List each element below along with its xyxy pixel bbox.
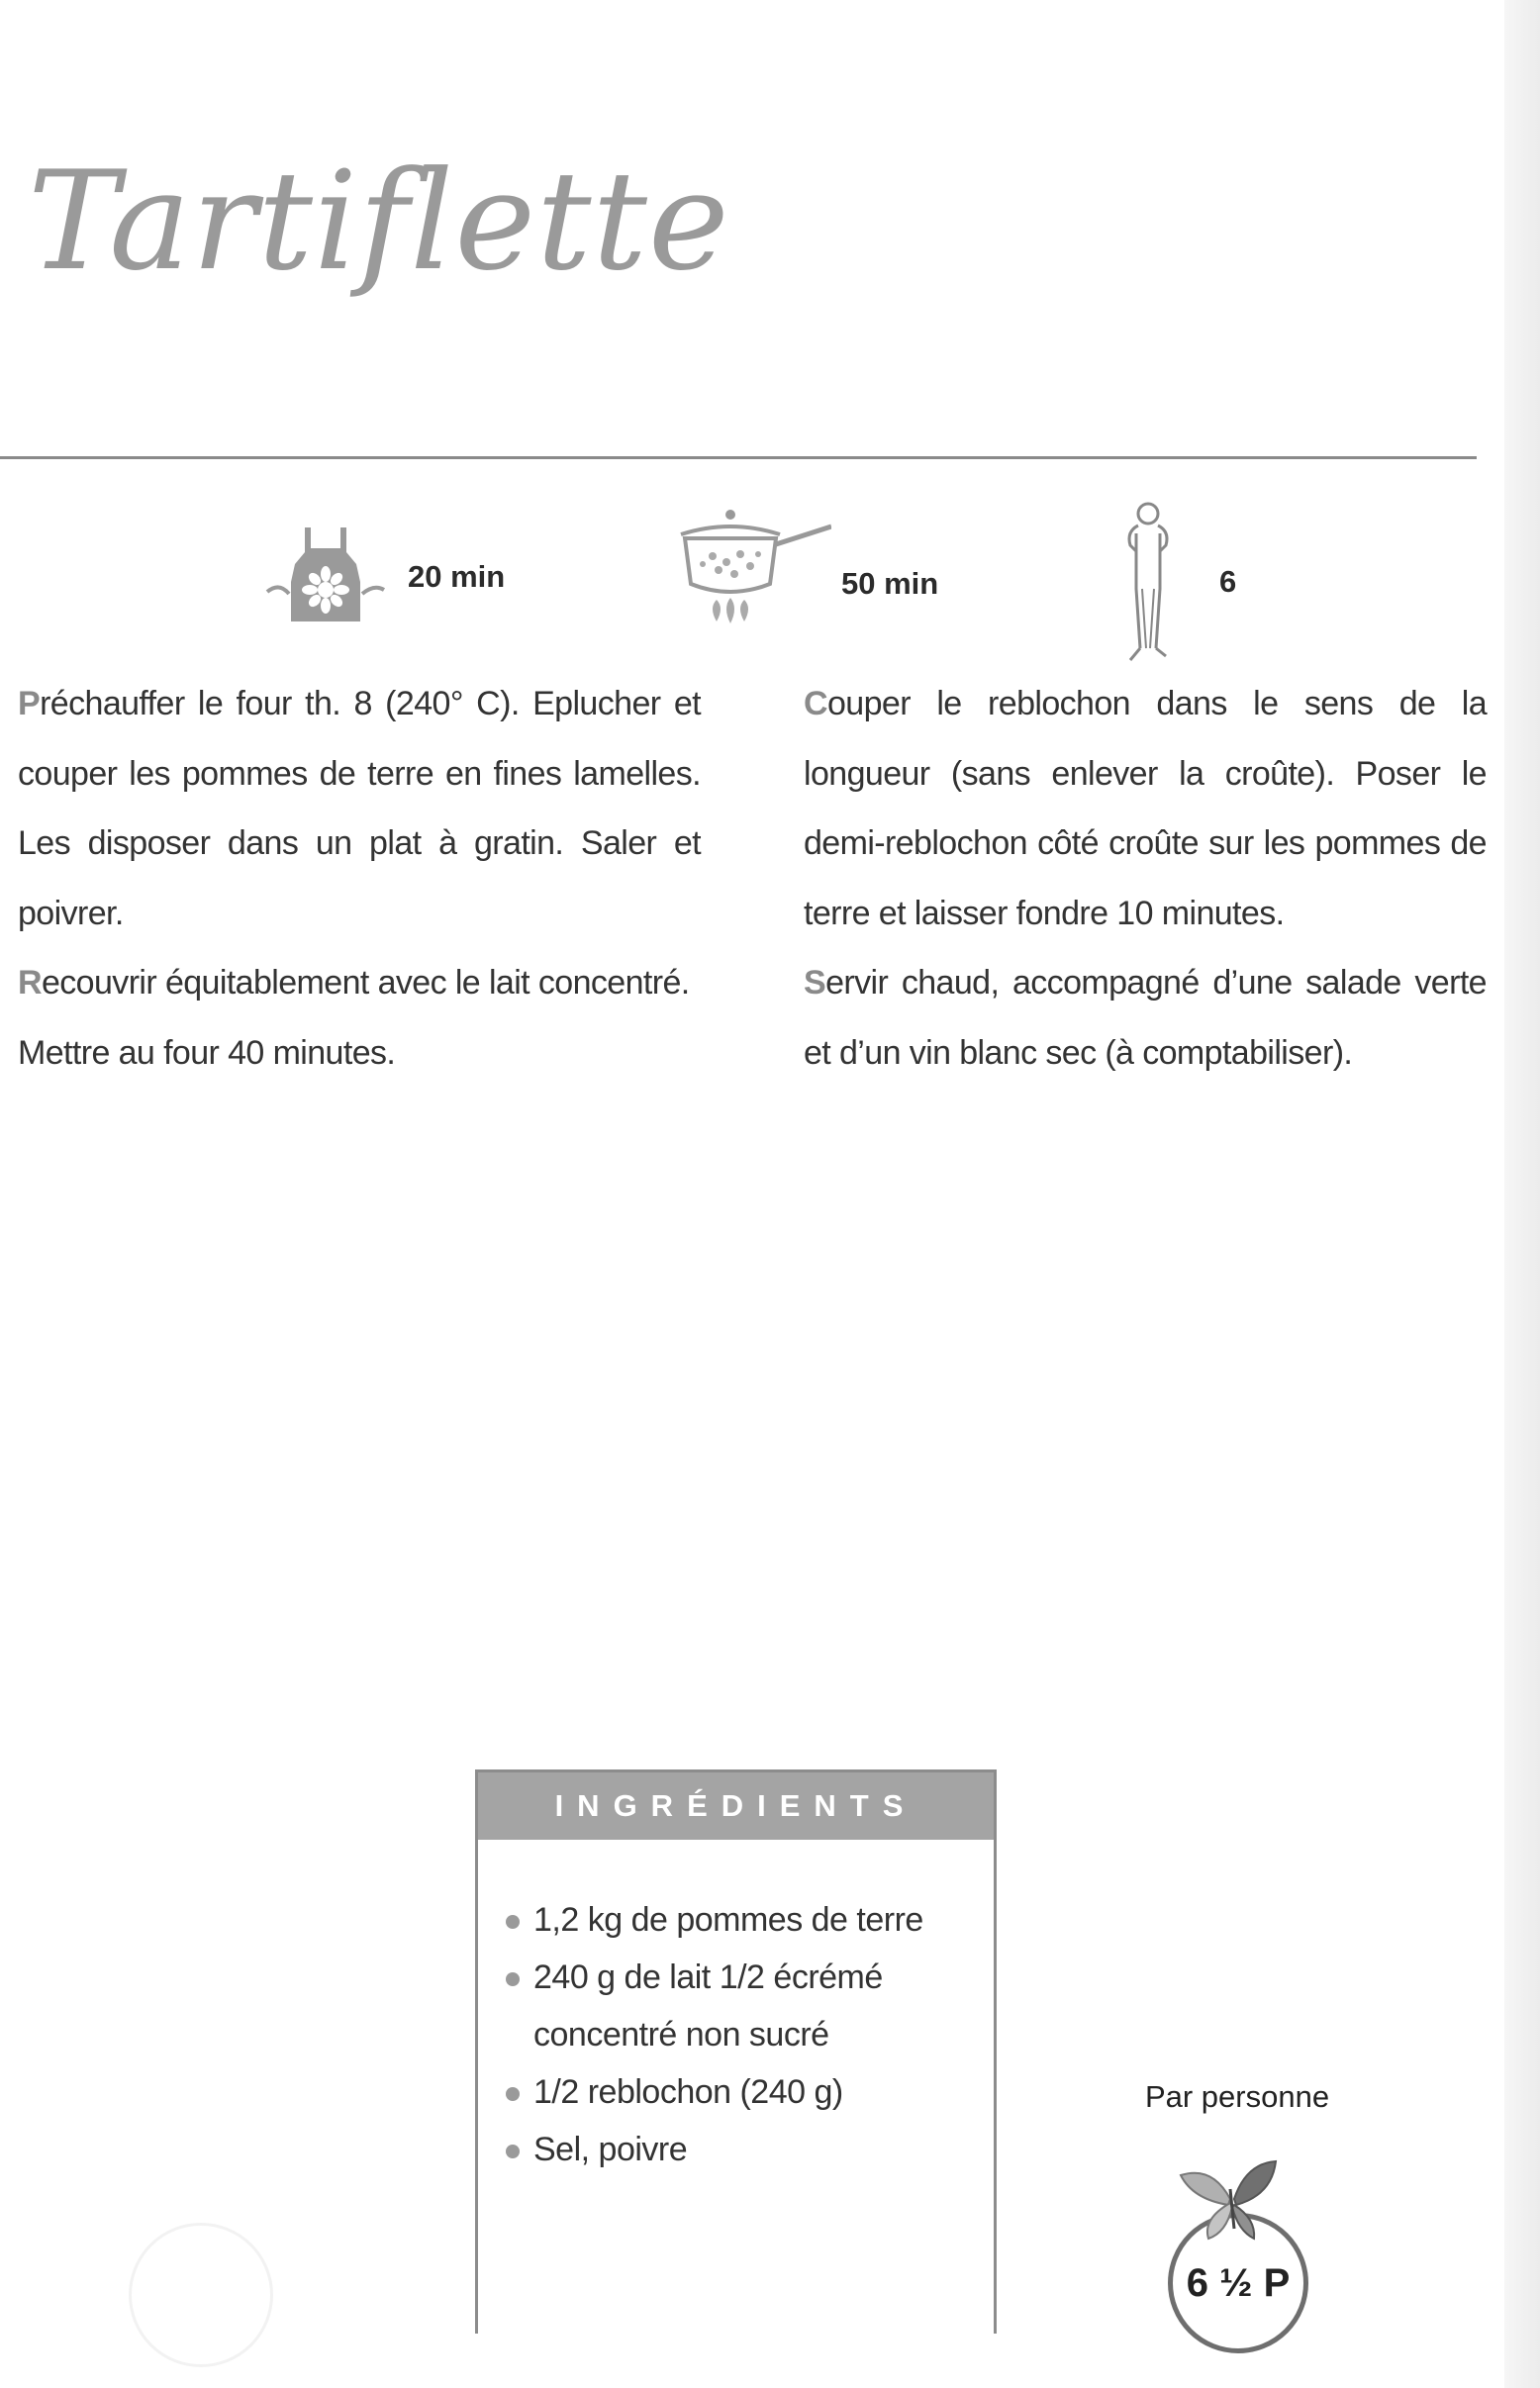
step-text: ervir chaud, accompagné d’une salade verte et d’un vin blanc sec (à comptabiliser). [804,964,1487,1072]
prep-time: 20 min [408,559,506,594]
cook-time-block [673,505,938,633]
ingredients-heading: INGRÉDIENTS [478,1772,994,1840]
ingredient-item: 1/2 reblochon (240 g) [502,2063,977,2121]
step-text: ecouvrir équitablement avec le lait concentré. Mettre au four 40 minutes. [18,964,690,1072]
step-paragraph [18,669,701,948]
page-edge [1504,0,1540,2388]
recipe-title: Tartiflette [28,142,730,301]
steps-right-column [804,669,1487,1088]
ingredients-box [475,1769,997,2334]
ingredients-list [502,1891,977,2178]
person-icon [1107,500,1190,664]
step-paragraph [804,669,1487,948]
points-value: 6 ½ P [1186,2260,1291,2305]
prep-time-block [265,523,505,631]
ingredient-item: 240 g de lait 1/2 écrémé concentré non sucré [502,1949,977,2063]
servings: 6 [1219,564,1237,599]
ingredient-item: 1,2 kg de pommes de terre [502,1891,977,1949]
page-number-watermark [129,2223,273,2367]
ingredient-item: Sel, poivre [502,2121,977,2178]
points-caption: Par personne [1144,2079,1330,2114]
butterfly-icon [1173,2159,1284,2243]
steps-left-column [18,669,701,1088]
step-initial: R [18,964,42,1002]
servings-block [1107,500,1236,664]
cook-time: 50 min [841,566,939,601]
pot-on-flame-icon [673,505,831,633]
step-text: ouper le reblochon dans le sens de la longueur (sans enlever la croûte). Poser le demi-reblochon côté croûte sur les pommes de terre et laisser fondre 10 minutes. [804,685,1487,932]
step-initial: P [18,685,41,722]
step-paragraph [18,948,701,1088]
apron-icon [265,523,386,631]
title-divider [0,456,1477,459]
step-initial: S [804,964,826,1002]
step-initial: C [804,685,827,722]
step-paragraph [804,948,1487,1088]
step-text: réchauffer le four th. 8 (240° C). Eplucher et couper les pommes de terre en fines lamelles. Les disposer dans un plat à gratin. Saler et poivrer. [18,685,701,932]
